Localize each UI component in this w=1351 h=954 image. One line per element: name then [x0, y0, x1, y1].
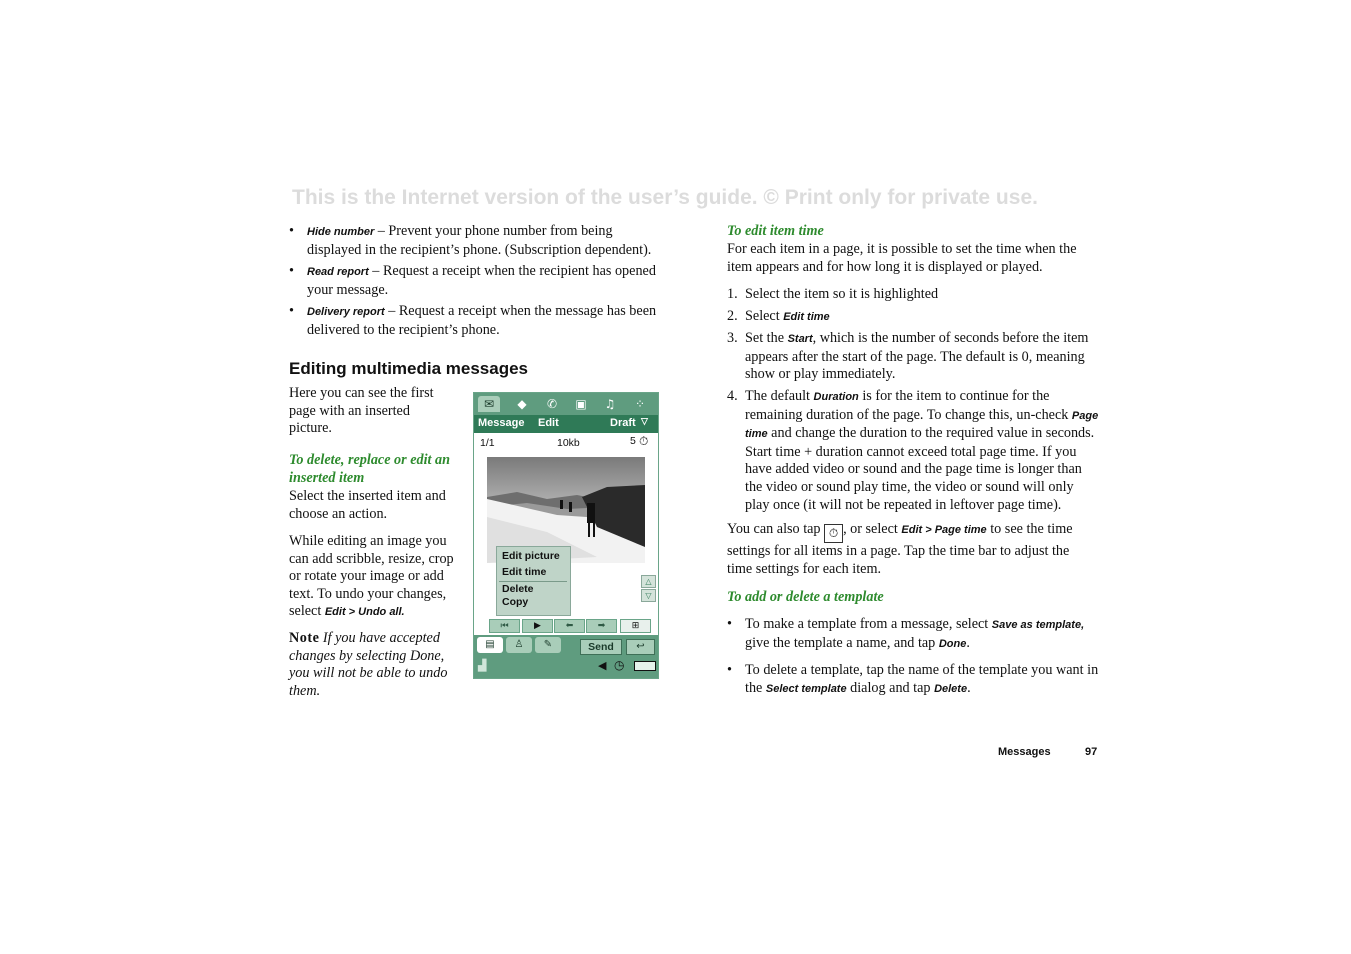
subheading-body: Select the inserted item and choose an action.	[289, 488, 446, 522]
phone-screenshot	[473, 392, 659, 679]
phone-icon[interactable]: ✆	[546, 397, 558, 411]
ui-term: Read report	[307, 266, 369, 279]
footer-section: Messages	[998, 746, 1051, 758]
ui-term: Duration	[813, 390, 859, 403]
next-icon[interactable]: ➡	[586, 619, 617, 633]
list-item	[727, 662, 1099, 698]
options-list	[289, 223, 661, 344]
attachment-tab-icon[interactable]: ✎	[535, 637, 561, 653]
text-run: .	[966, 634, 970, 651]
list-item-text: – Prevent your phone number from being displayed in the recipient’s phone. (Subscription dependent).	[307, 223, 652, 258]
edit-time-intro: For each item in a page, it is possible to set the time when the item appears and for how long it is displayed or played.	[727, 241, 1077, 275]
intro-paragraph: Here you can see the first page with an inserted picture.	[289, 385, 434, 437]
note	[289, 630, 457, 700]
text-run: Select	[745, 307, 784, 324]
page-counter: 1/1	[480, 437, 495, 449]
chevron-down-icon[interactable]: ▽	[641, 416, 648, 426]
context-menu	[496, 546, 571, 616]
ui-term: Edit time	[783, 310, 830, 323]
text-run: The default	[745, 387, 814, 404]
text-run: is for the item to continue for the remaining duration of the page. To change this, un-check	[745, 387, 1072, 423]
tap-paragraph-text: You can also tap	[727, 521, 825, 537]
subheading-edit-time: To edit item time	[727, 223, 824, 239]
step-item	[727, 330, 1099, 384]
message-info-row	[474, 435, 658, 451]
text-run: dialog and tap	[846, 679, 935, 696]
ui-term: Page time	[745, 409, 1099, 441]
apps-icon[interactable]: ⁘	[634, 397, 646, 411]
edit-paragraph-text: While editing an image you can add scribble, resize, crop or rotate your image or add text. To undo your changes, select	[289, 533, 454, 620]
list-item	[289, 223, 661, 259]
section-title: Editing multimedia messages	[289, 359, 529, 378]
ui-term: Delivery report	[307, 306, 385, 319]
step-item	[727, 286, 1099, 304]
menu-message[interactable]: Message	[478, 417, 525, 429]
menu-item-delete[interactable]: Delete	[502, 583, 534, 595]
list-item	[289, 303, 661, 339]
list-item	[289, 263, 661, 299]
status-bar	[474, 657, 658, 677]
ui-term: Done	[938, 637, 967, 650]
tap-paragraph	[727, 521, 1097, 578]
note-label: Note	[289, 630, 320, 646]
scroll-down-icon[interactable]: ▽	[641, 589, 656, 602]
ui-term: Start	[787, 333, 813, 346]
previous-icon[interactable]: ⬅	[554, 619, 585, 633]
ui-term: Select template	[765, 682, 847, 695]
menu-item-copy[interactable]: Copy	[502, 596, 529, 608]
timer-icon[interactable]: ⏱	[639, 434, 649, 448]
text-run: and change the duration to the required value in seconds. Start time + duration cannot exceed total page time. If you have added video or sound and the page time is longer than the video or sound play time, the video or sound will only play once (it will not be repeated in leftover page time).	[745, 425, 1095, 513]
skip-back-icon[interactable]: ⏮	[489, 619, 520, 633]
text-run: give the template a name, and tap	[745, 634, 939, 651]
ui-term: Hide number	[307, 226, 375, 238]
edit-paragraph	[289, 533, 461, 622]
timer-icon[interactable]: ⏱	[824, 524, 843, 543]
contacts-icon[interactable]: ◆	[517, 397, 527, 411]
back-icon[interactable]: ↩	[626, 639, 655, 655]
step-number: 1.	[727, 286, 738, 302]
messaging-icon[interactable]: ✉	[478, 396, 500, 412]
ui-term: Edit > Page time	[901, 524, 987, 536]
list-item-text: – Request a receipt when the recipient has opened your message.	[307, 263, 656, 298]
text-run: Set the	[745, 330, 788, 347]
step-number: 2.	[727, 307, 738, 324]
signal-icon: ▟	[478, 659, 487, 672]
step-number: 4.	[727, 387, 738, 404]
list-item-text: – Request a receipt when the message has been delivered to the recipient’s phone.	[307, 303, 657, 338]
page-number: 97	[1085, 746, 1098, 758]
volume-icon[interactable]: ◀	[598, 659, 607, 672]
text-run: To delete a template, tap the name of the template you want in the	[745, 662, 1099, 696]
ui-term: Edit > Undo all.	[324, 606, 405, 619]
step-number: 3.	[727, 330, 738, 347]
ui-term: Delete	[934, 682, 968, 695]
text-tab-icon[interactable]: ▤	[477, 637, 503, 653]
subheading-template: To add or delete a template	[727, 589, 884, 605]
menu-item-edit-time[interactable]: Edit time	[502, 566, 547, 578]
scroll-up-icon[interactable]: △	[641, 575, 656, 588]
battery-icon	[634, 661, 656, 671]
subheading-delete-replace: To delete, replace or edit an inserted item	[289, 452, 451, 486]
phone-bottom-bar	[474, 635, 658, 678]
tap-paragraph-text: , or select	[843, 521, 902, 537]
list-item	[727, 616, 1099, 653]
template-list	[727, 616, 1099, 707]
menu-draft[interactable]: Draft	[610, 417, 636, 429]
menu-item-edit-picture[interactable]: Edit picture	[502, 550, 560, 562]
clock-icon[interactable]: ◷	[614, 658, 625, 672]
media-icon[interactable]: ♫	[604, 397, 616, 411]
text-run: Select the item so it is highlighted	[745, 286, 939, 302]
calendar-icon[interactable]: ▣	[575, 397, 587, 411]
app-tab-bar	[474, 393, 658, 415]
phone-menu-bar	[474, 415, 658, 433]
tap-paragraph-text: to see the time settings for all items in a page. Tap the time bar to adjust the time settings for each item.	[727, 521, 1073, 577]
steps-list	[727, 286, 1099, 518]
text-run: To make a template from a message, select	[745, 616, 992, 632]
text-run: .	[967, 679, 971, 696]
send-button[interactable]: Send	[580, 639, 622, 655]
recipient-tab-icon[interactable]: ♙	[506, 637, 532, 653]
step-item	[727, 308, 1099, 327]
ui-term: Save as template,	[991, 619, 1085, 631]
play-icon[interactable]: ▶	[522, 619, 553, 633]
menu-divider	[499, 581, 567, 582]
add-page-icon[interactable]: ⊞	[620, 619, 651, 633]
item-time: 5	[630, 435, 636, 447]
note-text: If you have accepted changes by selecting Done, you will not be able to undo them.	[289, 630, 448, 699]
message-size: 10kb	[557, 437, 580, 449]
text-run: , which is the number of seconds before the item appears after the start of the page. The default is 0, meaning show or play immediately.	[745, 330, 1089, 383]
step-item	[727, 388, 1099, 514]
watermark-text: This is the Internet version of the user’s guide. © Print only for private use.	[292, 186, 1038, 209]
menu-edit[interactable]: Edit	[538, 417, 559, 429]
